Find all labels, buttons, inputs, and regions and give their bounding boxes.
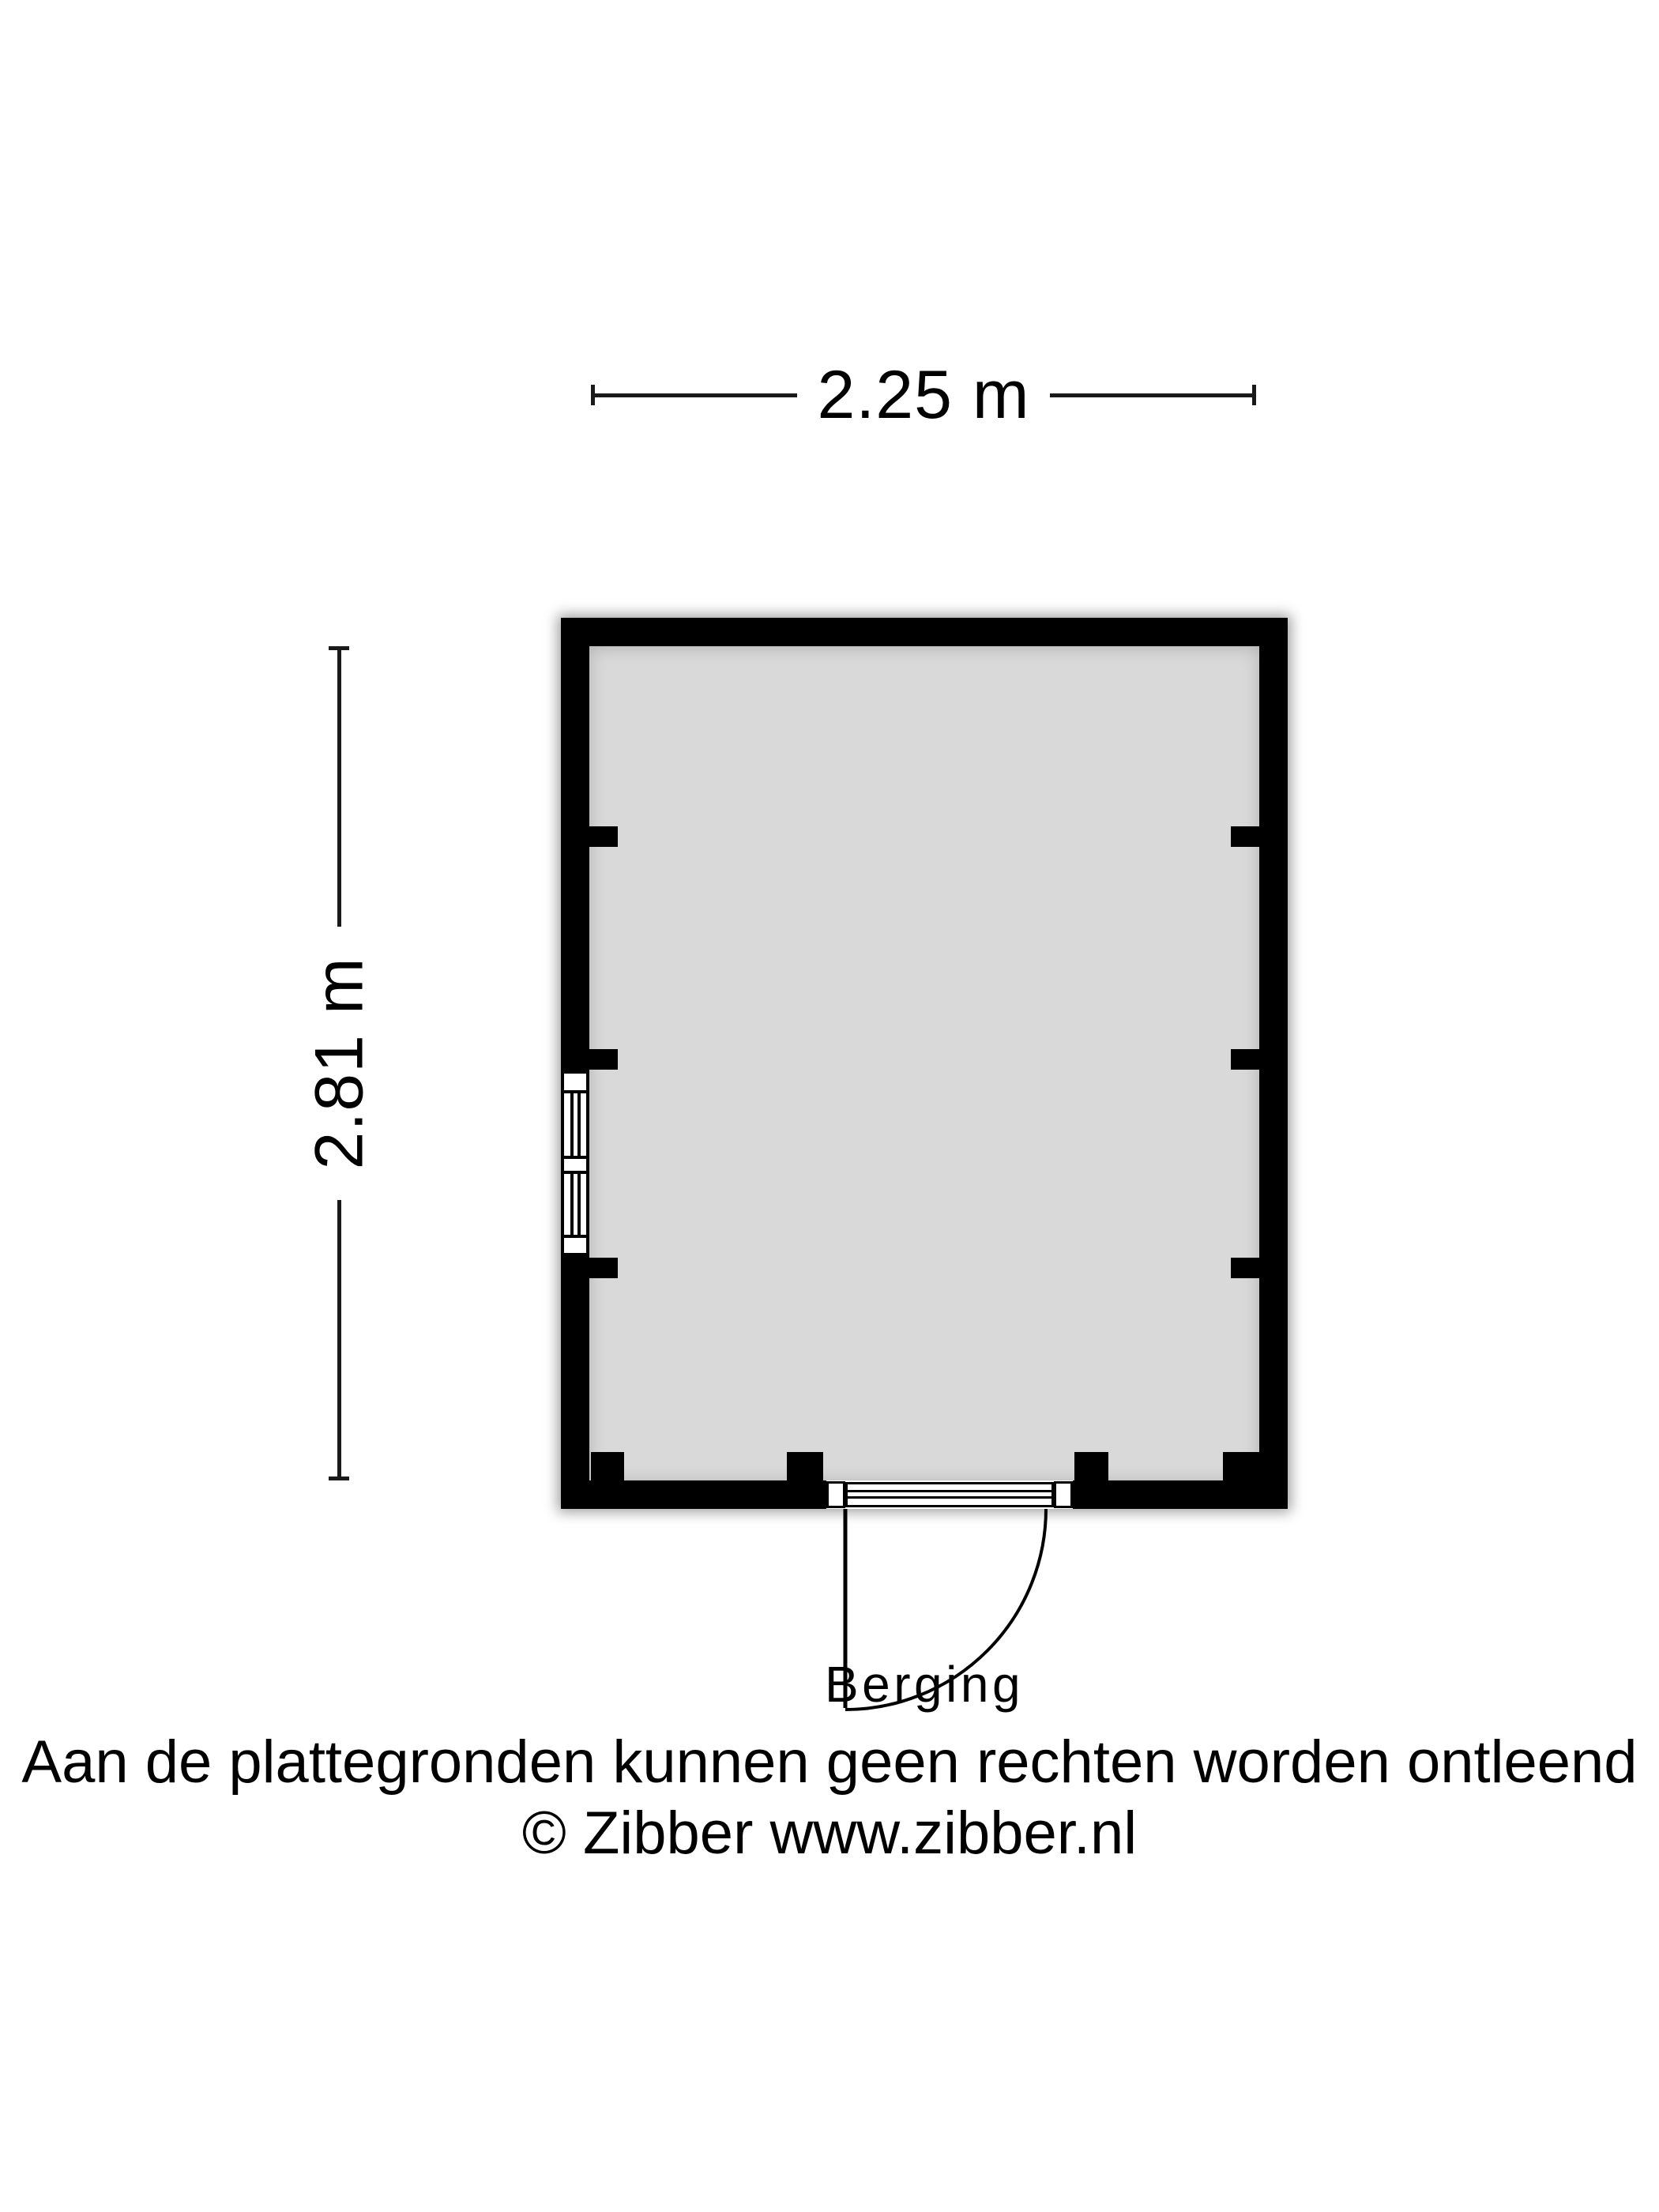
door-opening (826, 1480, 1073, 1509)
dimension-line-segment (337, 650, 341, 927)
door-jamb (826, 1481, 845, 1508)
window-pane (564, 1090, 586, 1159)
room-label: Berging (824, 1656, 1025, 1713)
door-threshold (845, 1482, 1054, 1507)
door-jamb (1054, 1481, 1073, 1508)
wall-pier (787, 1452, 823, 1480)
wall-pier (1223, 1452, 1259, 1480)
window-muntin (570, 1093, 574, 1156)
threshold-stripe (848, 1496, 1051, 1499)
window-muntin (577, 1093, 581, 1156)
width-dimension (591, 357, 1256, 433)
width-dimension-label: 2.25 m (817, 357, 1030, 433)
wall-pier (1231, 1049, 1259, 1070)
disclaimer (0, 1727, 1659, 1869)
wall-pier (1074, 1452, 1108, 1480)
height-dimension-label: 2.81 m (301, 957, 378, 1170)
wall-pier (1231, 1258, 1259, 1278)
disclaimer-line-2: © Zibber www.zibber.nl (521, 1800, 1138, 1867)
dimension-line-segment (1050, 393, 1252, 397)
floorplan-outline (561, 618, 1288, 1713)
wall-pier (1231, 826, 1259, 847)
window-muntin (577, 1174, 581, 1235)
dimension-line-segment (595, 393, 797, 397)
height-dimension (301, 646, 378, 1480)
room-floor (589, 646, 1259, 1480)
disclaimer-line-1: Aan de plattegronden kunnen geen rechten worden ontleend (21, 1729, 1638, 1796)
window-muntin (570, 1174, 574, 1235)
wall-pier (589, 826, 618, 847)
wall-pier (589, 1258, 618, 1278)
dimension-line-segment (337, 1200, 341, 1477)
threshold-stripe (848, 1490, 1051, 1492)
wall-pier (589, 1049, 618, 1070)
window (561, 1070, 589, 1256)
window-pane (564, 1171, 586, 1238)
wall-pier (591, 1452, 624, 1480)
height-dimension-label-wrap (301, 927, 378, 1200)
dimension-tick-right (1252, 385, 1256, 405)
dimension-tick-bottom (329, 1477, 349, 1480)
